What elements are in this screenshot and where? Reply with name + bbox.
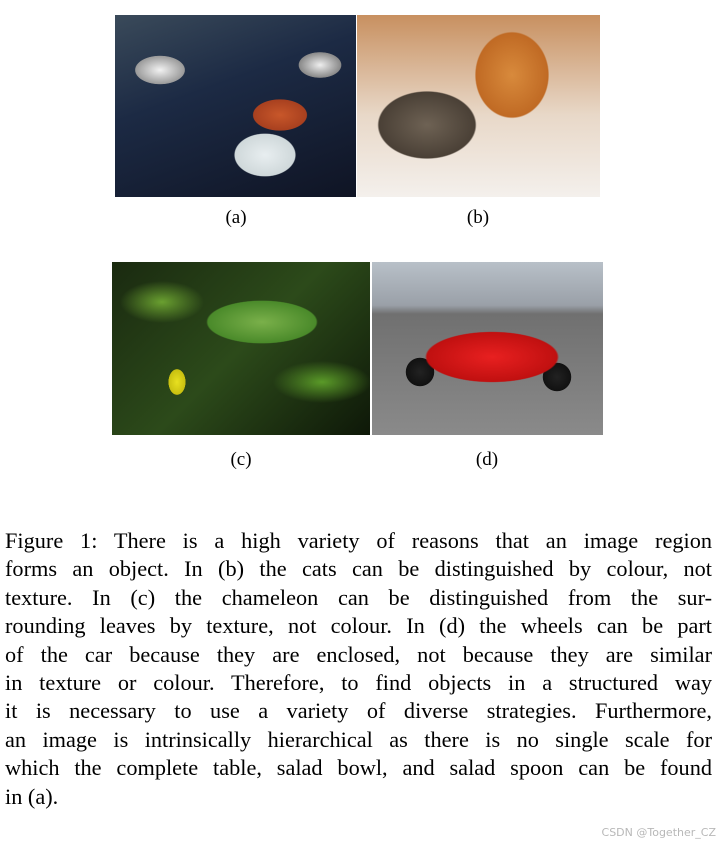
watermark: CSDN @Together_CZ <box>601 826 716 839</box>
figure-caption <box>5 527 712 811</box>
caption-line: Figure 1: There is a high variety of reasons that an image region <box>5 528 712 553</box>
subfigure-c-chameleon-image <box>112 262 370 435</box>
subfigure-b-label: (b) <box>466 207 490 228</box>
caption-line: forms an object. In (b) the cats can be distinguished by colour, not <box>5 556 712 582</box>
caption-line: of the car because they are enclosed, not because they are similar <box>5 641 712 667</box>
caption-line: in (a). <box>5 783 59 809</box>
subfigure-b-cats-image <box>357 15 600 197</box>
subfigure-d-car-image <box>372 262 603 435</box>
caption-line: which the complete table, salad bowl, and salad spoon can be found <box>5 755 712 781</box>
subfigure-a-label: (a) <box>225 207 247 228</box>
subfigure-a-dinner-table-image <box>115 15 356 197</box>
subfigure-c-label: (c) <box>230 449 252 470</box>
subfigure-d-label: (d) <box>475 449 499 470</box>
caption-line: texture. In (c) the chameleon can be distinguished from the sur- <box>5 584 712 610</box>
caption-line: it is necessary to use a variety of diverse strategies. Furthermore, <box>5 698 712 724</box>
caption-line: an image is intrinsically hierarchical as there is no single scale for <box>5 726 712 752</box>
caption-line: in texture or colour. Therefore, to find objects in a structured way <box>5 670 712 696</box>
caption-line: rounding leaves by texture, not colour. In (d) the wheels can be part <box>5 613 712 639</box>
